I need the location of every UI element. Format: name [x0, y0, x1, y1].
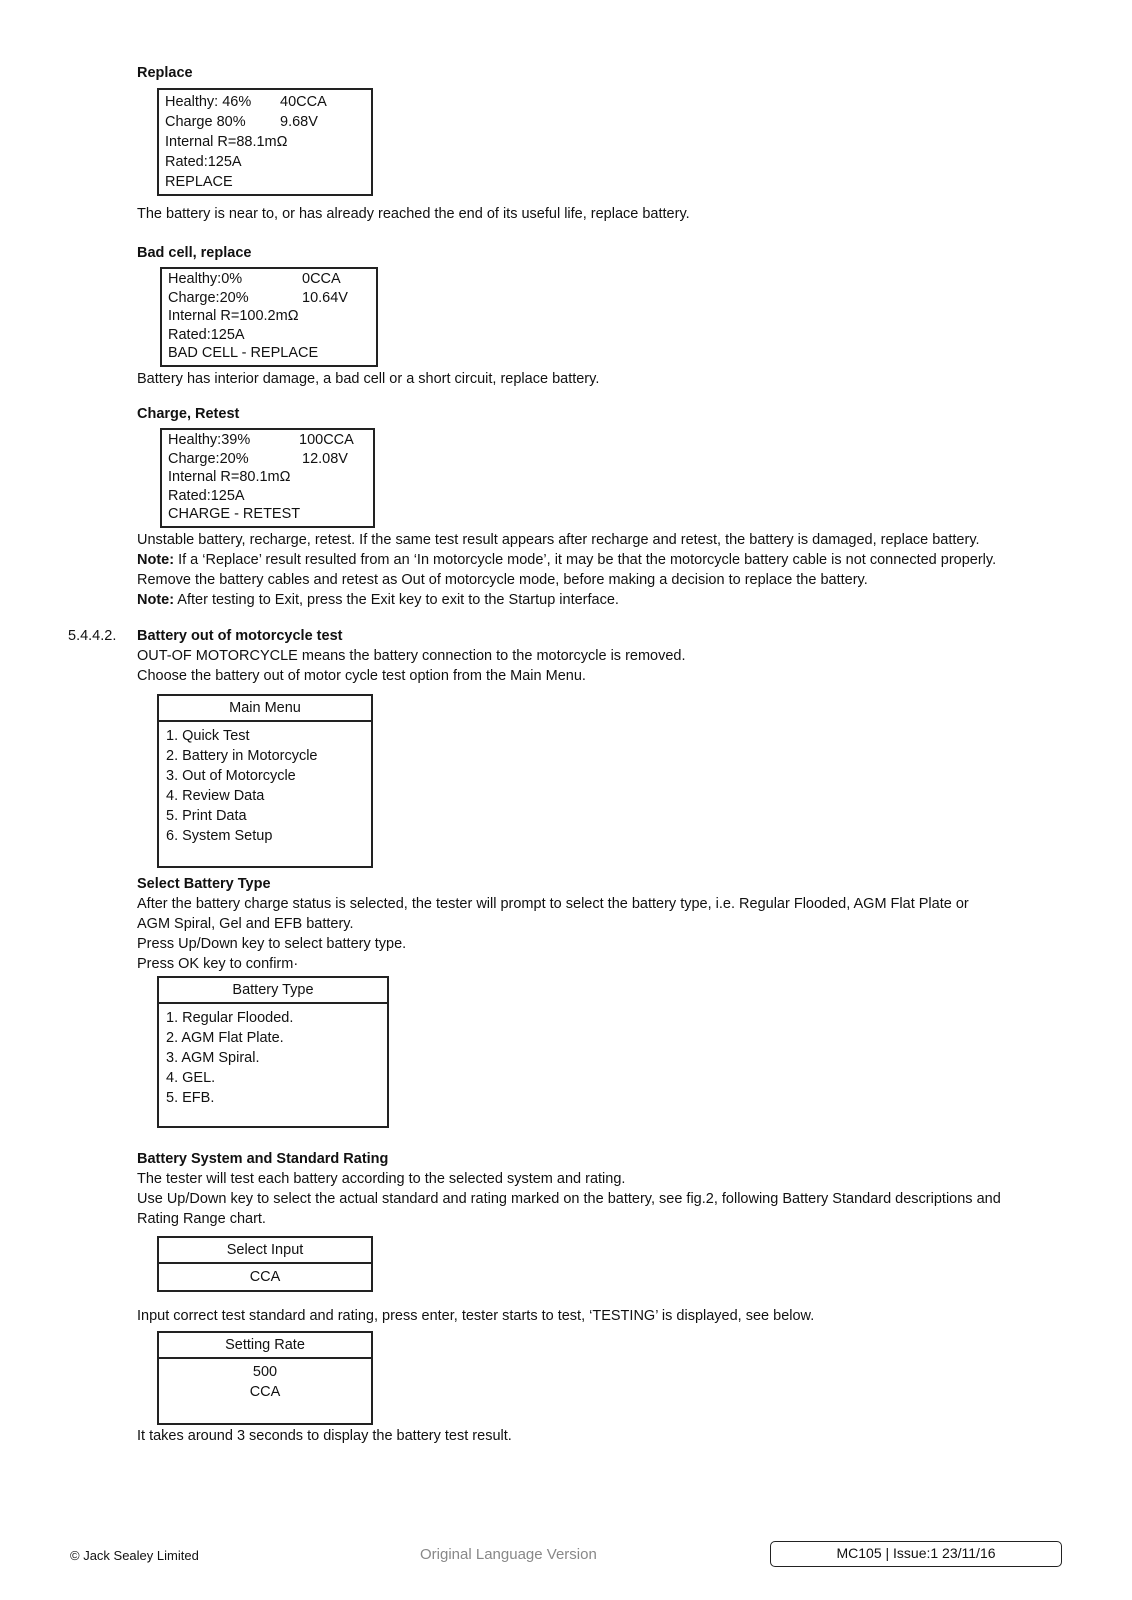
main-menu-title: Main Menu: [159, 696, 371, 722]
charge-retest-heading: Charge, Retest: [137, 406, 240, 422]
display-line: BAD CELL - REPLACE: [168, 345, 319, 361]
select-input-title: Select Input: [159, 1238, 371, 1264]
section-title: Battery out of motorcycle test: [137, 628, 343, 644]
select-input-value: CCA: [249, 1269, 281, 1285]
battery-type-line-4: Press OK key to confirm·: [137, 956, 299, 972]
rating-heading: Battery System and Standard Rating: [137, 1151, 389, 1167]
footer-document-id: MC105 | Issue:1 23/11/16: [770, 1541, 1062, 1567]
charge-retest-description: Unstable battery, recharge, retest. If the same test result appears after recharge and retest, the battery is damaged, replace battery.: [137, 532, 980, 548]
rating-line-2: Use Up/Down key to select the actual standard and rating marked on the battery, see fig.2, following Battery Standard descriptions and: [137, 1191, 1001, 1207]
battery-type-item: 5. EFB.: [166, 1090, 215, 1106]
result-text: It takes around 3 seconds to display the battery test result.: [137, 1428, 512, 1444]
battery-type-item: 4. GEL.: [166, 1070, 216, 1086]
rating-line-1: The tester will test each battery according to the selected system and rating.: [137, 1171, 626, 1187]
display-line: REPLACE: [165, 174, 233, 190]
setting-rate-value: 500: [252, 1364, 278, 1380]
menu-item-system-setup: 6. System Setup: [166, 828, 273, 844]
note-2: Note: After testing to Exit, press the Exit key to exit to the Startup interface.: [137, 592, 619, 608]
display-line: Charge:20% 10.64V: [168, 289, 348, 306]
menu-item-out-of-motorcycle: 3. Out of Motorcycle: [166, 768, 296, 784]
display-line: Rated:125A: [168, 326, 245, 343]
bad-cell-description: Battery has interior damage, a bad cell or a short circuit, replace battery.: [137, 371, 600, 387]
input-instruction: Input correct test standard and rating, press enter, tester starts to test, ‘TESTING’ is displayed, see below.: [137, 1308, 815, 1324]
setting-rate-display: [157, 1331, 373, 1425]
note-1-continued: Remove the battery cables and retest as Out of motorcycle mode, before making a decision to replace the battery.: [137, 572, 868, 588]
replace-display: [157, 88, 373, 196]
select-input-display: [157, 1236, 373, 1292]
footer-language-version: Original Language Version: [420, 1546, 597, 1563]
section-line-1: OUT-OF MOTORCYCLE means the battery connection to the motorcycle is removed.: [137, 648, 686, 664]
battery-type-item: 2. AGM Flat Plate.: [166, 1030, 284, 1046]
display-line: Charge:20% 12.08V: [168, 450, 348, 467]
charge-retest-display: [160, 428, 375, 528]
setting-rate-unit: CCA: [249, 1384, 281, 1400]
replace-heading: Replace: [137, 65, 193, 81]
battery-type-display: [157, 976, 389, 1128]
display-line: Internal R=100.2mΩ: [168, 308, 299, 324]
menu-item-quick-test: 1. Quick Test: [166, 728, 250, 744]
display-line: CHARGE - RETEST: [168, 506, 301, 522]
bad-cell-heading: Bad cell, replace: [137, 245, 252, 261]
rating-line-3: Rating Range chart.: [137, 1211, 266, 1227]
menu-item-battery-in-motorcycle: 2. Battery in Motorcycle: [166, 748, 318, 764]
battery-type-line-2: AGM Spiral, Gel and EFB battery.: [137, 916, 354, 932]
display-line: Rated:125A: [168, 487, 245, 504]
footer-copyright: © Jack Sealey Limited: [70, 1548, 199, 1563]
section-number: 5.4.4.2.: [68, 628, 117, 644]
battery-type-line-1: After the battery charge status is selected, the tester will prompt to select the battery type, i.e. Regular Flooded, AGM Flat Plate or: [137, 896, 969, 912]
display-line: Charge 80% 9.68V: [165, 114, 318, 130]
note-1: Note: If a ‘Replace’ result resulted from an ‘In motorcycle mode’, it may be that the motorcycle battery cable is not connected properly.: [137, 552, 997, 568]
display-line: Internal R=80.1mΩ: [168, 469, 291, 485]
bad-cell-display: [160, 267, 378, 367]
menu-item-review-data: 4. Review Data: [166, 788, 265, 804]
display-line: Healthy:0% 0CCA: [168, 271, 341, 287]
display-line: Healthy: 46% 40CCA: [165, 94, 327, 110]
replace-description: The battery is near to, or has already reached the end of its useful life, replace battery.: [137, 206, 690, 222]
battery-type-title: Battery Type: [159, 978, 387, 1004]
menu-item-print-data: 5. Print Data: [166, 808, 247, 824]
battery-type-line-3: Press Up/Down key to select battery type.: [137, 936, 407, 952]
setting-rate-title: Setting Rate: [159, 1333, 371, 1359]
main-menu-display: [157, 694, 373, 868]
display-line: Rated:125A: [165, 154, 242, 170]
display-line: Internal R=88.1mΩ: [165, 134, 288, 150]
display-line: Healthy:39% 100CCA: [168, 432, 354, 448]
section-line-2: Choose the battery out of motor cycle test option from the Main Menu.: [137, 668, 586, 684]
battery-type-heading: Select Battery Type: [137, 876, 271, 892]
battery-type-item: 1. Regular Flooded.: [166, 1010, 294, 1026]
battery-type-item: 3. AGM Spiral.: [166, 1050, 260, 1066]
